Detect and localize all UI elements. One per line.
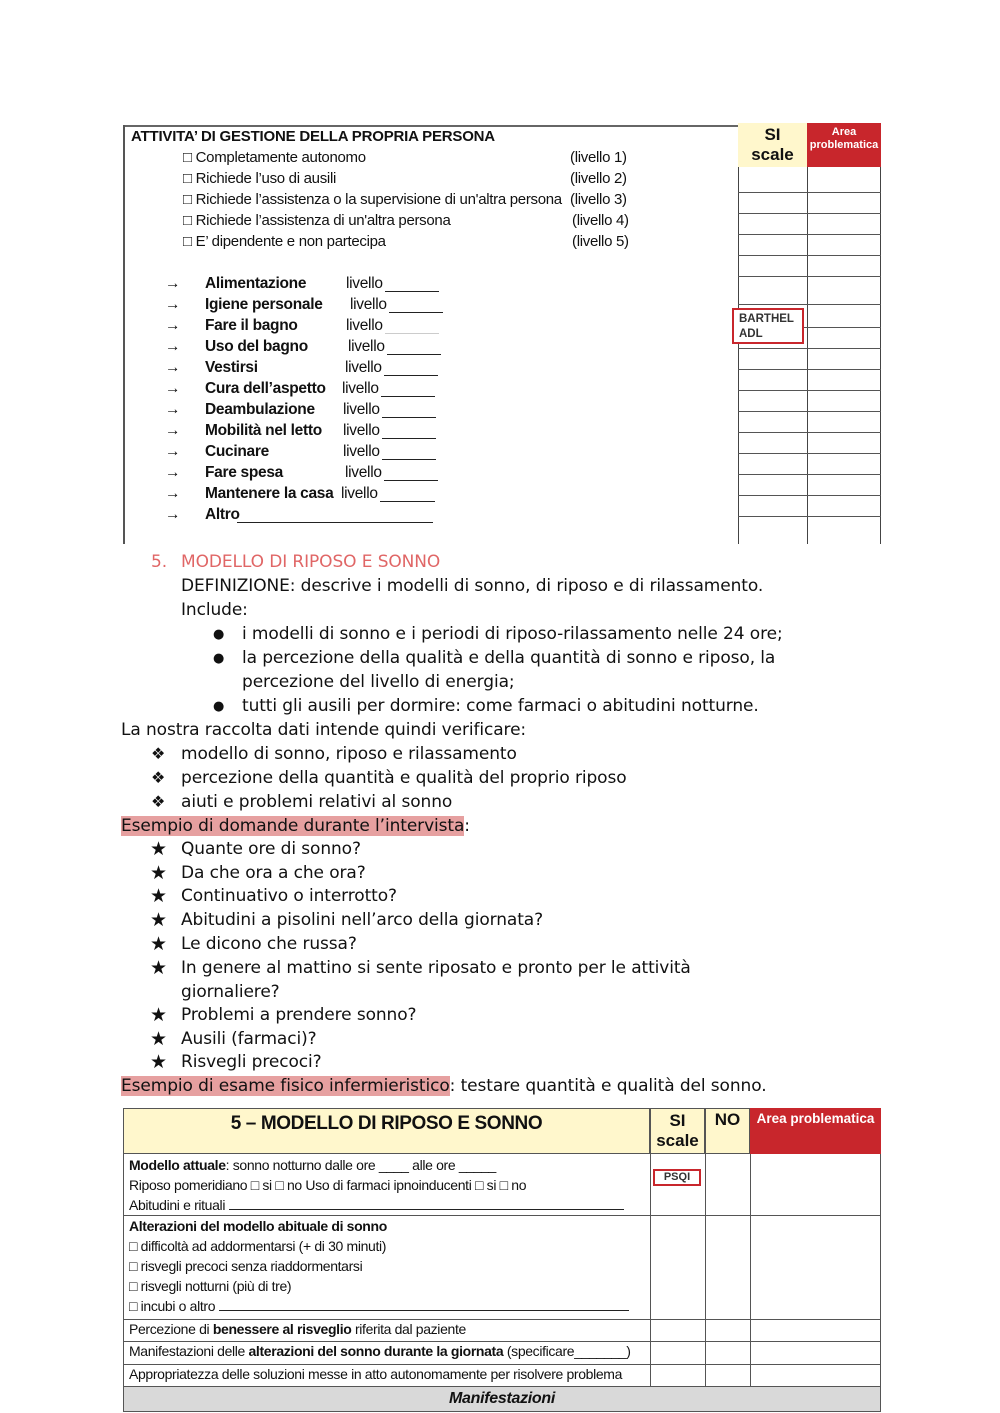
level-blank [380, 501, 435, 502]
table-border-top [123, 125, 738, 127]
option-level-4: □ Richiede l’assistenza di un'altra persona [183, 212, 451, 229]
arrow-right-icon: → [165, 338, 181, 355]
column-divider [807, 167, 808, 544]
exam-heading-rest: : testare quantità e qualità del sonno. [449, 1076, 767, 1096]
level-blank [389, 312, 443, 313]
level-blank [385, 291, 439, 292]
adl-table [123, 123, 881, 544]
altro-blank [219, 1298, 629, 1311]
diamond-bullet-icon: ❖ [151, 744, 166, 763]
appropriatezza-line: Appropriatezza delle soluzioni messe in atto autonomamente per risolvere problema [129, 1366, 623, 1382]
alterazioni-label: Alterazioni del modello abituale di sonno [129, 1218, 387, 1234]
level-blank [385, 333, 439, 334]
row-divider [123, 1341, 881, 1342]
activity-name: Cucinare [205, 443, 269, 460]
star-bullet-icon: ★ [150, 1028, 167, 1050]
activity-level-label: livello [350, 296, 387, 313]
level-blank [381, 396, 435, 397]
table-border-left [123, 125, 125, 544]
question-item: Continuativo o interrotto? [181, 886, 397, 906]
include-item: la percezione della qualità e della quantità di sonno e riposo, la [242, 648, 776, 668]
activity-name: Altro [205, 506, 240, 523]
percezione-pre: Percezione di [129, 1321, 213, 1337]
adl-label: ADL [739, 328, 763, 340]
star-bullet-icon: ★ [150, 957, 167, 979]
star-bullet-icon: ★ [150, 1051, 167, 1073]
si-label: SI [764, 125, 781, 144]
arrow-right-icon: → [165, 380, 181, 397]
column-divider [705, 1154, 706, 1386]
abitudini-label: Abitudini e rituali [129, 1197, 226, 1213]
manif-pre: Manifestazioni delle [129, 1343, 249, 1359]
alterazione-item-altro [129, 1298, 629, 1314]
level-blank [382, 417, 436, 418]
question-item: Abitudini a pisolini nell’arco della giornata? [181, 910, 544, 930]
activity-level-label: livello [343, 401, 380, 418]
question-item: In genere al mattino si sente riposato e pronto per le attività [181, 958, 691, 978]
arrow-right-icon: → [165, 485, 181, 502]
checkbox-columns [738, 167, 881, 544]
verify-item: aiuti e problemi relativi al sonno [181, 792, 453, 812]
question-item: Ausili (farmaci)? [181, 1029, 317, 1049]
option-level-3-tag: (livello 3) [570, 191, 627, 208]
manif-bold: alterazioni del sonno durante la giornata [248, 1343, 504, 1359]
abitudini-blank [229, 1197, 624, 1210]
diamond-bullet-icon: ❖ [151, 792, 166, 811]
bullet-dot-icon: ● [213, 651, 225, 666]
question-item: Problemi a prendere sonno? [181, 1005, 417, 1025]
row-divider [738, 369, 881, 370]
option-level-5-tag: (livello 5) [572, 233, 629, 250]
row-divider [738, 390, 881, 391]
exam-heading-highlight: Esempio di esame fisico infermieristico [121, 1076, 450, 1096]
scale-label: scale [656, 1131, 699, 1150]
definition-line: DEFINIZIONE: descrive i modelli di sonno, di riposo e di rilassamento. [181, 576, 764, 596]
question-item: Le dicono che russa? [181, 934, 357, 954]
row-divider [738, 234, 881, 235]
activity-level-label: livello [346, 275, 383, 292]
activity-name: Fare spesa [205, 464, 283, 481]
level-blank [382, 438, 436, 439]
level-blank [384, 375, 438, 376]
activity-level-label: livello [346, 317, 383, 334]
manifestazioni-footer: Manifestazioni [123, 1386, 881, 1412]
arrow-right-icon: → [165, 359, 181, 376]
option-level-2-tag: (livello 2) [570, 170, 627, 187]
row-divider [738, 432, 881, 433]
no-header: NO [705, 1108, 750, 1154]
diamond-bullet-icon: ❖ [151, 768, 166, 787]
row-divider [738, 516, 881, 517]
include-item: i modelli di sonno e i periodi di riposo-rilassamento nelle 24 ore; [242, 624, 783, 644]
arrow-right-icon: → [165, 506, 181, 523]
level-blank [382, 459, 436, 460]
arrow-right-icon: → [165, 401, 181, 418]
row-divider [738, 495, 881, 496]
star-bullet-icon: ★ [150, 1004, 167, 1026]
row-divider [123, 1319, 881, 1320]
area-problematica-header: Area problematica [750, 1108, 881, 1154]
activity-name: Cura dell’aspetto [205, 380, 326, 397]
psqi-badge: PSQI [653, 1169, 701, 1186]
definition-include: Include: [181, 600, 248, 620]
arrow-right-icon: → [165, 422, 181, 439]
barthel-adl-badge [732, 308, 804, 344]
si-label: SI [669, 1111, 686, 1130]
alterazione-item: □ difficoltà ad addormentarsi (+ di 30 minuti) [129, 1238, 387, 1254]
option-level-1: □ Completamente autonomo [183, 149, 366, 166]
level-blank [384, 480, 438, 481]
question-item: Da che ora a che ora? [181, 863, 366, 883]
verify-item: percezione della quantità e qualità del proprio riposo [181, 768, 627, 788]
activity-name: Mantenere la casa [205, 485, 334, 502]
activity-name: Deambulazione [205, 401, 315, 418]
questions-heading [121, 814, 470, 838]
si-scale-header [650, 1108, 705, 1154]
manif-post: (specificare_______) [503, 1343, 631, 1359]
section-title: MODELLO DI RIPOSO E SONNO [181, 552, 441, 572]
percezione-post: riferita dal paziente [351, 1321, 466, 1337]
activity-level-label: livello [345, 464, 382, 481]
bullet-dot-icon: ● [213, 627, 225, 642]
alterazione-item: □ risvegli notturni (più di tre) [129, 1278, 292, 1294]
arrow-right-icon: → [165, 464, 181, 481]
manifestazioni-line [129, 1343, 631, 1359]
question-item: Quante ore di sonno? [181, 839, 361, 859]
modello-attuale-line [129, 1157, 496, 1173]
activity-name: Vestirsi [205, 359, 258, 376]
option-level-2: □ Richiede l’uso di ausili [183, 170, 337, 187]
table-border-right [880, 1154, 881, 1386]
row-divider [738, 348, 881, 349]
verify-intro: La nostra raccolta dati intende quindi verificare: [121, 720, 527, 740]
column-divider [650, 1154, 651, 1386]
row-divider [738, 276, 881, 277]
bullet-dot-icon: ● [213, 699, 225, 714]
row-divider [738, 192, 881, 193]
table-title: ATTIVITA’ DI GESTIONE DELLA PROPRIA PERSONA [131, 128, 495, 145]
star-bullet-icon: ★ [150, 909, 167, 931]
exam-heading [121, 1074, 767, 1098]
arrow-right-icon: → [165, 275, 181, 292]
arrow-right-icon: → [165, 317, 181, 334]
row-divider [123, 1215, 881, 1216]
option-level-5: □ E’ dipendente e non partecipa [183, 233, 386, 250]
alterazione-item: □ risvegli precoci senza riaddormentarsi [129, 1258, 363, 1274]
si-scale-header [738, 123, 807, 167]
modello-attuale-text: : sonno notturno dalle ore ____ alle ore _____ [225, 1157, 496, 1173]
question-item: Risvegli precoci? [181, 1052, 322, 1072]
activity-level-label: livello [348, 338, 385, 355]
activity-name: Igiene personale [205, 296, 323, 313]
activity-name: Alimentazione [205, 275, 307, 292]
star-bullet-icon: ★ [150, 862, 167, 884]
abitudini-line [129, 1197, 624, 1213]
activity-level-label: livello [343, 443, 380, 460]
activity-name: Fare il bagno [205, 317, 298, 334]
verify-item: modello di sonno, riposo e rilassamento [181, 744, 517, 764]
star-bullet-icon: ★ [150, 885, 167, 907]
modello-attuale-label: Modello attuale [129, 1157, 226, 1173]
column-divider [880, 167, 881, 544]
questions-heading-highlight: Esempio di domande durante l’intervista [121, 816, 465, 836]
arrow-right-icon: → [165, 296, 181, 313]
row-divider [738, 304, 881, 305]
include-item-cont: percezione del livello di energia; [242, 672, 515, 692]
row-divider [738, 213, 881, 214]
column-divider [738, 167, 739, 544]
option-level-4-tag: (livello 4) [572, 212, 629, 229]
area-label: Area [831, 126, 857, 138]
row-divider [738, 411, 881, 412]
arrow-right-icon: → [165, 443, 181, 460]
activity-level-label: livello [343, 422, 380, 439]
level-blank [237, 522, 433, 523]
star-bullet-icon: ★ [150, 933, 167, 955]
barthel-label: BARTHEL [739, 313, 794, 325]
questions-heading-colon: : [464, 816, 470, 836]
star-bullet-icon: ★ [150, 838, 167, 860]
activity-level-label: livello [341, 485, 378, 502]
activity-level-label: livello [342, 380, 379, 397]
problematica-label: problematica [809, 139, 879, 151]
row-divider [123, 1364, 881, 1365]
section-number: 5. [151, 552, 168, 572]
option-level-1-tag: (livello 1) [570, 149, 627, 166]
row-divider [738, 453, 881, 454]
scale-label: scale [751, 145, 794, 164]
table-title: 5 – MODELLO DI RIPOSO E SONNO [123, 1108, 650, 1154]
row-divider [738, 474, 881, 475]
percezione-line [129, 1321, 466, 1337]
riposo-pomeridiano-line: Riposo pomeridiano □ si □ no Uso di farmaci ipnoinducenti □ si □ no [129, 1177, 527, 1193]
level-blank [387, 354, 441, 355]
row-divider [738, 255, 881, 256]
column-divider [750, 1154, 751, 1386]
percezione-bold: benessere al risveglio [212, 1321, 352, 1337]
include-item: tutti gli ausili per dormire: come farmaci o abitudini notturne. [242, 696, 759, 716]
activity-level-label: livello [345, 359, 382, 376]
table-border-left [123, 1154, 124, 1386]
option-level-3: □ Richiede l’assistenza o la supervisione di un'altra persona [183, 191, 562, 208]
alterazione-item-label: □ incubi o altro [129, 1298, 216, 1314]
area-problematica-header [807, 123, 881, 167]
activity-name: Uso del bagno [205, 338, 308, 355]
sleep-assessment-table [123, 1108, 881, 1412]
activity-name: Mobilità nel letto [205, 422, 322, 439]
question-item-cont: giornaliere? [181, 982, 280, 1002]
